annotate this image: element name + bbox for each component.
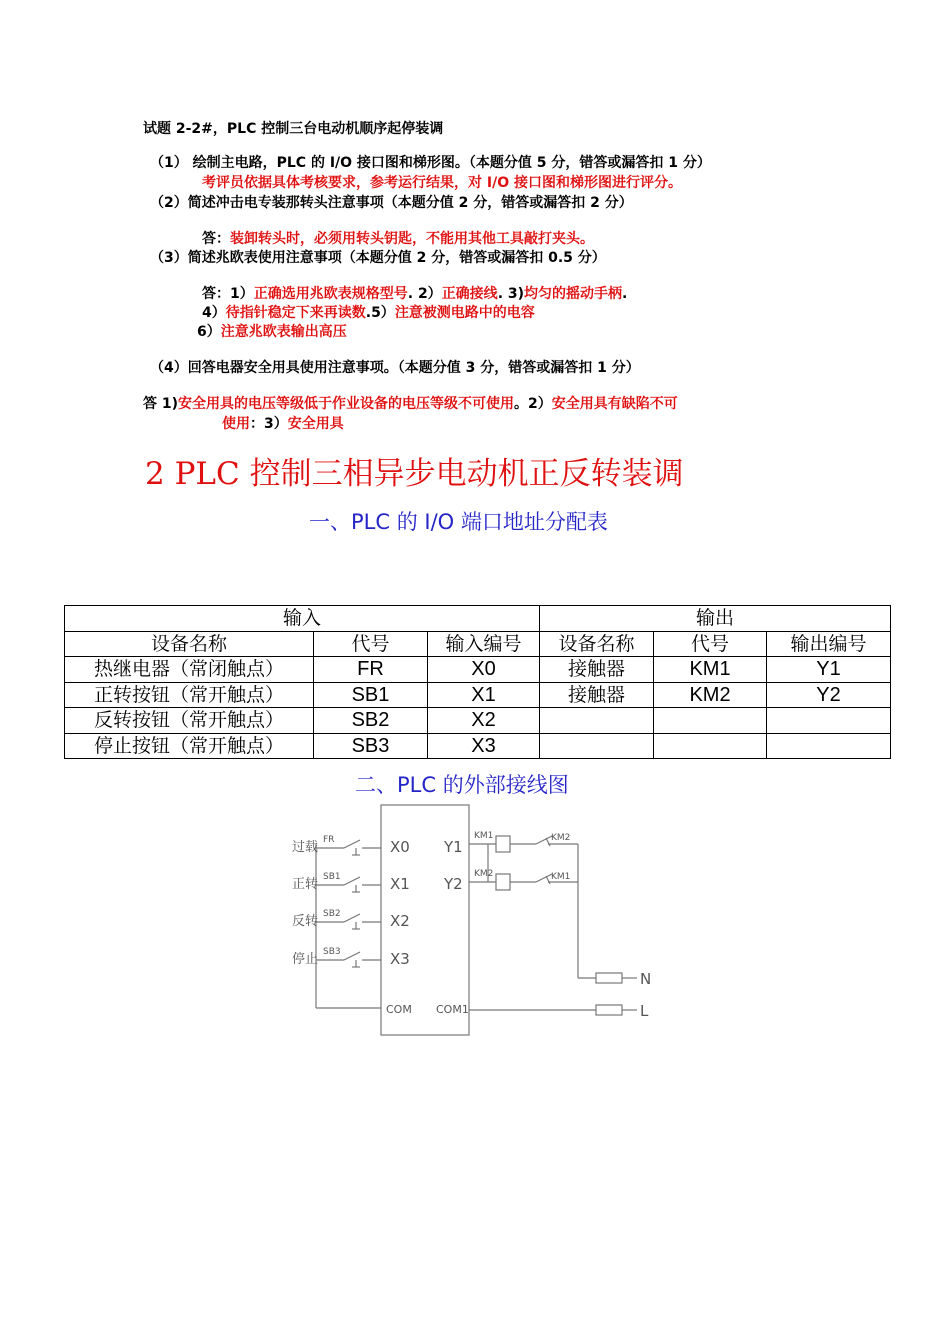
answer-num: 6）	[197, 324, 221, 340]
terminal-n: N	[640, 970, 652, 988]
table-cell: 接触器	[540, 682, 654, 708]
input-label: 反转	[292, 914, 319, 929]
table-cell: 停止按钮（常开触点）	[65, 733, 314, 759]
plc-output-y1: Y1	[444, 838, 463, 856]
coil-label: KM1	[474, 831, 494, 841]
table-cell: KM2	[654, 682, 767, 708]
table-cell: Y1	[767, 657, 891, 683]
input-label: 正转	[292, 877, 319, 892]
switch-label: SB1	[323, 872, 341, 882]
interlock-label: KM1	[551, 872, 571, 882]
input-label: 停止	[292, 952, 319, 967]
table-cell: X2	[428, 708, 540, 734]
question-2: （2）简述冲击电专装那转头注意事项（本题分值 2 分，错答或漏答扣 2 分）	[150, 195, 633, 211]
answer-item: 安全用具	[287, 416, 344, 432]
column-header: 代号	[654, 631, 767, 657]
question-1-note: 考评员依据具体考核要求，参考运行结果，对 I/O 接口图和梯形图进行评分。	[202, 175, 682, 191]
answer-label: 答：	[202, 231, 230, 247]
answer-label: 答：1）	[202, 286, 254, 302]
switch-label: SB2	[323, 909, 341, 919]
table-cell: SB1	[314, 682, 428, 708]
table-cell: SB3	[314, 733, 428, 759]
section-heading: 2 PLC 控制三相异步电动机正反转装调	[145, 456, 684, 492]
terminal-l: L	[640, 1002, 649, 1020]
coil-km1	[496, 836, 510, 852]
table-cell: 接触器	[540, 657, 654, 683]
answer-sep: .	[622, 286, 628, 302]
question-3: （3）简述兆欧表使用注意事项（本题分值 2 分，错答或漏答扣 0.5 分）	[150, 250, 606, 266]
table-cell: KM1	[654, 657, 767, 683]
table-cell: X0	[428, 657, 540, 683]
table-cell: 正转按钮（常开触点）	[65, 682, 314, 708]
answer-num: 4）	[202, 305, 226, 321]
answer-label: 答 1)	[143, 396, 179, 412]
answer-sep: .5）	[365, 305, 395, 321]
column-header: 代号	[314, 631, 428, 657]
coil-label: KM2	[474, 869, 494, 879]
answer-text: 装卸转头时，必须用转头钥匙，不能用其他工具敲打夹头。	[230, 231, 594, 247]
answer-item: 使用	[222, 416, 250, 432]
input-group-header: 输入	[65, 606, 540, 632]
answer-item: 安全用具有缺陷不可	[551, 396, 678, 412]
plc-com: COM	[386, 1003, 412, 1016]
answer-item: 注意被测电路中的电容	[394, 305, 535, 321]
column-header: 输入编号	[428, 631, 540, 657]
output-group-header: 输出	[540, 606, 891, 632]
answer-sep: 。2）	[514, 396, 552, 412]
question-1: （1） 绘制主电路，PLC 的 I/O 接口图和梯形图。（本题分值 5 分，错答或漏答扣 1 分）	[150, 155, 711, 171]
table-cell: SB2	[314, 708, 428, 734]
plc-com1: COM1	[436, 1003, 469, 1016]
answer-item: 正确接线	[441, 286, 498, 302]
answer-item: 注意兆欧表输出高压	[220, 324, 347, 340]
question-4: （4）回答电器安全用具使用注意事项。（本题分值 3 分，错答或漏答扣 1 分）	[150, 360, 640, 376]
fuse-l	[596, 1005, 622, 1015]
answer-sep: . 3)	[497, 286, 525, 302]
column-header: 输出编号	[767, 631, 891, 657]
column-header: 设备名称	[540, 631, 654, 657]
table-cell: Y2	[767, 682, 891, 708]
fuse-n	[596, 973, 622, 983]
plc-input-x2: X2	[390, 912, 410, 930]
answer-item: 安全用具的电压等级低于作业设备的电压等级不可使用	[178, 396, 515, 412]
table-cell: X3	[428, 733, 540, 759]
answer-item: 均匀的摇动手柄	[524, 286, 623, 302]
plc-input-x1: X1	[390, 875, 410, 893]
answer-sep: ：3）	[250, 416, 288, 432]
plc-input-x0: X0	[390, 838, 410, 856]
table-cell: FR	[314, 657, 428, 683]
input-label: 过载	[292, 840, 319, 855]
table-cell: 热继电器（常闭触点）	[65, 657, 314, 683]
plc-input-x3: X3	[390, 950, 410, 968]
answer-item: 正确选用兆欧表规格型号	[253, 286, 408, 302]
table-cell: X1	[428, 682, 540, 708]
coil-km2	[496, 874, 510, 890]
switch-label: SB3	[323, 947, 341, 957]
plc-output-y2: Y2	[444, 875, 463, 893]
answer-item: 待指针稳定下来再读数	[225, 305, 366, 321]
answer-sep: . 2）	[407, 286, 442, 302]
exam-title: 试题 2-2#，PLC 控制三台电动机顺序起停装调	[143, 121, 444, 137]
table-cell: 反转按钮（常开触点）	[65, 708, 314, 734]
wiring-heading: 二、PLC 的外部接线图	[355, 773, 569, 797]
column-header: 设备名称	[65, 631, 314, 657]
io-table-heading: 一、PLC 的 I/O 端口地址分配表	[309, 510, 608, 534]
interlock-label: KM2	[551, 833, 571, 843]
switch-label: FR	[323, 835, 335, 845]
